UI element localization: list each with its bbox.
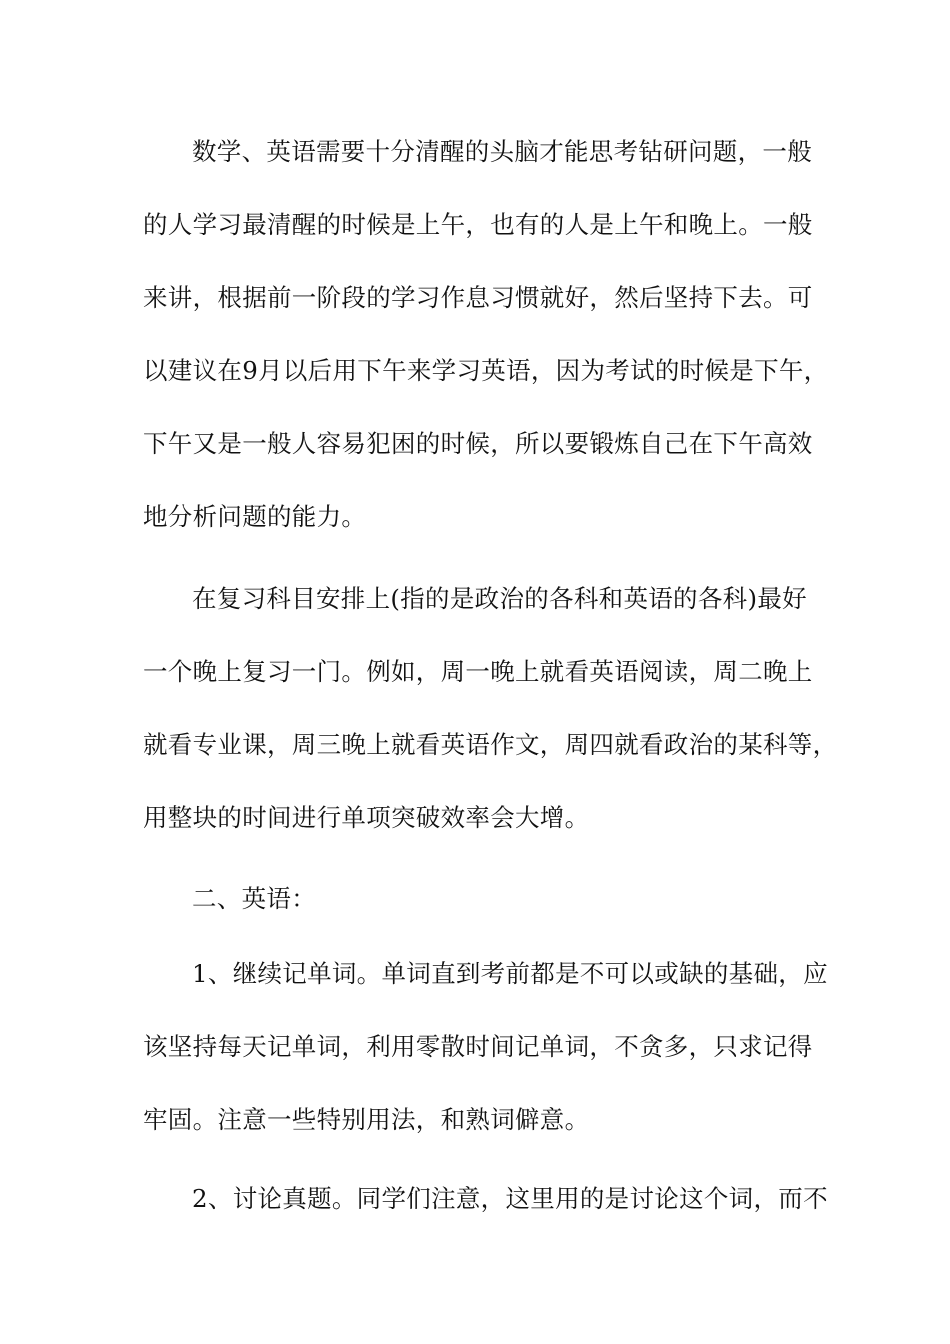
paragraph-line: 就看专业课，周三晚上就看英语作文，周四就看政治的某科等， (143, 730, 838, 759)
paragraph-line: 以建议在9月以后用下午来学习英语，因为考试的时候是下午， (143, 356, 829, 385)
paragraph-line: 来讲，根据前一阶段的学习作息习惯就好，然后坚持下去。可 (143, 283, 813, 312)
paragraph-line: 地分析问题的能力。 (143, 502, 367, 531)
paragraph-line: 2、讨论真题。同学们注意，这里用的是讨论这个词，而不 (192, 1184, 828, 1213)
paragraph-line: 该坚持每天记单词，利用零散时间记单词，不贪多，只求记得 (143, 1032, 813, 1061)
paragraph-line: 一个晚上复习一门。例如，周一晚上就看英语阅读，周二晚上 (143, 657, 813, 686)
paragraph-line: 在复习科目安排上(指的是政治的各科和英语的各科)最好 (192, 584, 807, 613)
paragraph-line: 用整块的时间进行单项突破效率会大增。 (143, 803, 590, 832)
section-heading: 二、英语： (192, 884, 316, 913)
paragraph-line: 牢固。注意一些特别用法，和熟词僻意。 (143, 1105, 590, 1134)
paragraph-line: 下午又是一般人容易犯困的时候，所以要锻炼自己在下午高效 (143, 429, 813, 458)
paragraph-line: 数学、英语需要十分清醒的头脑才能思考钻研问题，一般 (192, 137, 812, 166)
paragraph-line: 1、继续记单词。单词直到考前都是不可以或缺的基础，应 (192, 959, 828, 988)
paragraph-line: 的人学习最清醒的时候是上午，也有的人是上午和晚上。一般 (143, 210, 813, 239)
